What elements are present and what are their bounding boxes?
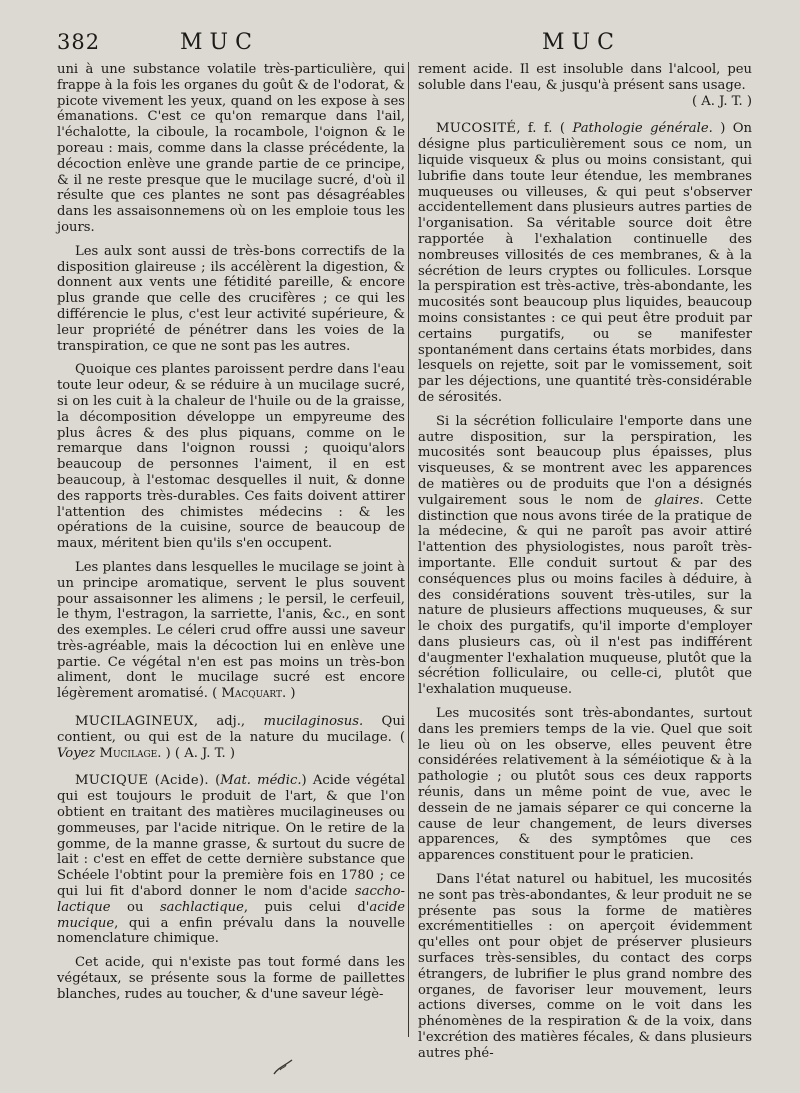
author-signature: ( A. J. T. ) (174, 745, 235, 761)
page-number: 382 (57, 30, 101, 54)
entry-headword: MUCILAGINEUX (75, 714, 194, 730)
entry-headword: MUCIQUE (Acide). (75, 773, 209, 789)
entry-text: Qui contient, ou qui est de la nature du mucilage. (57, 714, 405, 745)
paragraph: rement acide. Il est insoluble dans l'alcool, peu soluble dans l'eau, & jusqu'à présent sans usage. (418, 62, 752, 93)
entry-text: Acide végétal qui est toujours le produit de l'art, & que l'on obtient en traitant des matières mucilagineuses ou gommeuses, par l'acide nitrique. On le retire de la gomme, de la manne grasse, & surtout du sucre de lait : c'est en effet de cette dernière substance que Schéele l'obtint pour la première fois en 1780 ; ce qui lui fit d'abord donner le nom d'acide (57, 773, 405, 900)
entry-text: ) On désigne plus particulièrement sous ce nom, un liquide visqueux & plus ou moins consistant, qui lubrifie dans toute leur étendue, les membranes muqueuses ou villeuses, & qui peut s'observer accidentellement dans plusieurs autres parties de l'organisation. Sa véritable source doit être rapportée à l'exhalation continuelle des nombreuses villosités de ces membranes, & à la sécrétion de leurs cryptes ou follicules. Lorsque la perspiration est très-active, très-abondante, les mucosités sont beaucoup plus liquides, beaucoup moins consistantes : ce qui peut être produit par certains purgatifs, ou se manifester spontanément dans certains états morbides, dans lesquels on rejette, soit par le vomissement, soit par les déjections, une quantité très-considérable de sérosités. (418, 121, 753, 405)
entry-text: , f. f. ( (516, 121, 573, 137)
running-head-left: MUC (180, 30, 259, 55)
paragraph: Dans l'état naturel ou habituel, les mucosités ne sont pas très-abondantes, & leur produit ne se présente pas sous la forme de matières excrémentitielles : on aperçoit évidemment qu'elles ont pour objet de préserver plusieurs surfaces très-sensibles, du contact des corps étrangers, de lubrifier le plus grand nombre des organes, de favoriser leur mouvement, leurs actions diverses, comme on le voit dans les phénomènes de la respiration & de la voix, dans l'excrétion des matières fécales, & dans plusieurs autres phé- (418, 872, 752, 1061)
paragraph-text: Si la sécrétion folliculaire l'emporte dans une autre disposition, sur la perspiration, les mucosités sont beaucoup plus épaisses, plus visqueuses, & se montrent avec les apparences de matières ou de produits que l'on a désignés vulgairement sous le nom de (418, 413, 752, 508)
entry-text: ou (110, 899, 160, 915)
left-column (57, 62, 405, 1003)
ref-bracket: ) (161, 745, 171, 761)
paragraph (57, 560, 405, 702)
italic-term: sachlactique (159, 899, 244, 915)
paragraph: Les mucosités sont très-abondantes, surtout dans les premiers temps de la vie. Quel que soit le lieu où on les observe, elles peuvent être considérées relativement à la séméiotique & à la pathologie ; ou plutôt sous ces deux rapports réunis, dans un même point de vue, avec le dessein de ne jamais séparer ce qui concerne la cause de leur changement, de leurs diverses apparences, & des symptômes que ces apparences constituent pour le praticien. (418, 706, 752, 864)
entry-text: , qui a enfin prévalu dans la nouvelle nomenclature chimique. (57, 915, 405, 947)
author-signature: ( A. J. T. ) (691, 93, 752, 109)
running-head-right: MUC (542, 30, 621, 55)
ref-bracket: ( (399, 729, 405, 745)
paragraph: Quoique ces plantes paroissent perdre dans l'eau toute leur odeur, & se réduire à un mucilage sucré, si on les cuit à la chaleur de l'huile ou de la graisse, la décomposition développe un empyreume des plus âcres & des plus piquans, comme on le remarque dans l'oignon roussi ; quoiqu'alors beaucoup de personnes l'aiment, il en est beaucoup, à l'estomac desquelles il nuit, & donne des rapports très-durables. Ces faits doivent attirer l'attention des chimistes médecins : & les opérations de la cuisine, source de beaucoup de maux, méritent bien qu'ils s'en occupent. (57, 362, 405, 552)
entry-text: , puis celui d' (243, 899, 370, 915)
paragraph: Cet acide, qui n'existe pas tout formé dans les végétaux, se présente sous la forme de paillettes blanches, rudes au toucher, & d'une saveur légè- (57, 955, 405, 1002)
entry-mucilagineux (57, 714, 405, 761)
paragraph (418, 414, 752, 698)
paragraph-text: . Cette distinction que nous avons tirée de la pratique de la médecine, & qui ne paroît pas avoir attiré l'attention des physiologistes, nous paroît très-importante. Elle conduit surtout & par des conséquences plus ou moins faciles à déduire, à des considérations souvent très-utiles, sur la nature de plusieurs affections muqueuses, & sur le choix des purgatifs, qu'il importe d'employer dans plusieurs cas, où il n'est pas indifférent d'augmenter l'exhalation muqueuse, plutôt que la sécrétion folliculaire, ou celle-ci, plutôt que l'exhalation muqueuse. (418, 492, 752, 698)
paragraph: uni à une substance volatile très-particulière, qui frappe à la fois les organes du goût & de l'odorat, & picote vivement les yeux, quand on les expose à ses émanations. C'est ce qu'on remarque dans l'ail, l'échalotte, la ciboule, la rocambole, l'oignon & le poreau : mais, comme dans la classe précédente, la décoction enlève une grande partie de ce principe, & il ne reste presque que le mucilage sucré, d'où il résulte que ces plantes ne sont pas désagréables dans les assaisonnemens où on les emploie tous les jours. (57, 62, 405, 235)
author-signature: ( Macquart. ) (212, 686, 296, 702)
entry-category: Pathologie générale. (572, 121, 713, 137)
italic-term: glaires (654, 492, 700, 508)
italic-term: saccho-lactique (57, 884, 405, 915)
bracket: ( (208, 773, 221, 789)
entry-mucosite (418, 121, 752, 405)
ref-voyez: Voyez (57, 745, 96, 761)
right-column (418, 62, 752, 1062)
paragraph: Les aulx sont aussi de très-bons correctifs de la disposition glaireuse ; ils accélèrent la digestion, & donnent aux vents une fétidité pareille, & encore plus grande que celle des crucifères ; ce qui les différencie le plus, c'est leur activité supérieure, & leur propriété de pénétrer dans les voies de la transpiration, ce que ne sont pas les autres. (57, 243, 405, 354)
entry-headword: MUCOSITÉ (436, 121, 517, 137)
paragraph-text: Les plantes dans lesquelles le mucilage se joint à un principe aromatique, servent le plus souvent pour assaisonner les alimens ; le persil, le cerfeuil, le thym, l'estragon, la sarriette, l'anis, &c., en sont des exemples. Le céleri crud offre aussi une saveur très-agréable, mais la décoction lui en enlève une partie. Ce végétal n'en est pas moins un très-bon aliment, dont le mucilage sucré est encore légèrement aromatisé. (57, 559, 405, 702)
flourish-icon (272, 1058, 294, 1076)
entry-mucique (57, 773, 405, 947)
entry-text: , adj., (193, 714, 264, 730)
decorative-mark (272, 1058, 294, 1080)
italic-term: acide mucique (57, 899, 406, 931)
entry-latin: mucilaginosus. (263, 714, 364, 730)
entry-category: Mat. médic. (220, 773, 302, 789)
ref-word: Mucilage. (95, 745, 162, 761)
column-divider (408, 62, 409, 1037)
bracket: ) (301, 773, 313, 789)
